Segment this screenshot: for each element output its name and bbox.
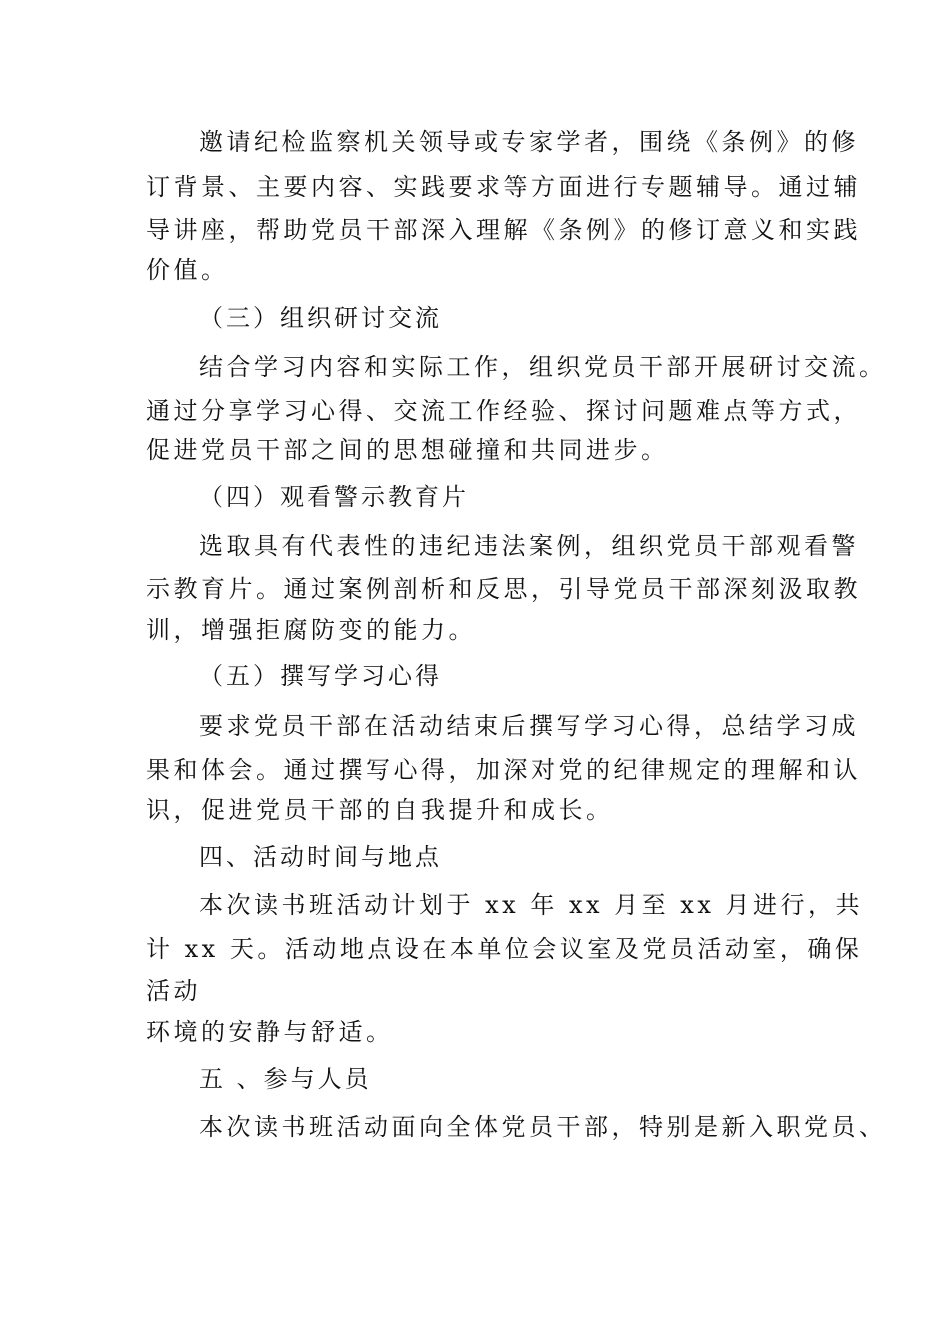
- paragraph-1-line-2: 订背景、主要内容、实践要求等方面进行专题辅导。通过辅: [146, 173, 861, 201]
- paragraph-2-line-3: 促进党员干部之间的思想碰撞和共同进步。: [146, 436, 669, 464]
- paragraph-6-line-1: 本次读书班活动面向全体党员干部，特别是新入职党员、: [199, 1113, 887, 1141]
- paragraph-2-line-2: 通过分享学习心得、交流工作经验、探讨问题难点等方式，: [146, 397, 861, 425]
- heading-watch-warning-film: （四）观看警示教育片: [199, 483, 469, 511]
- paragraph-2-line-1: 结合学习内容和实际工作，组织党员干部开展研讨交流。: [199, 353, 887, 381]
- paragraph-1-line-4: 价值。: [146, 256, 229, 284]
- section-5-title: 五 、参与人员: [199, 1065, 372, 1093]
- heading-write-study-notes: （五）撰写学习心得: [199, 662, 442, 690]
- paragraph-4-line-2: 果和体会。通过撰写心得，加深对党的纪律规定的理解和认: [146, 756, 861, 784]
- paragraph-5-line-1: 本次读书班活动计划于 xx 年 xx 月至 xx 月进行，共: [199, 891, 863, 919]
- paragraph-3-line-3: 训，增强拒腐防变的能力。: [146, 616, 476, 644]
- paragraph-4-line-3: 识，促进党员干部的自我提升和成长。: [146, 796, 614, 824]
- paragraph-5-line-3: 活动: [146, 977, 201, 1005]
- paragraph-3-line-1: 选取具有代表性的违纪违法案例，组织党员干部观看警: [199, 532, 859, 560]
- paragraph-4-line-1: 要求党员干部在活动结束后撰写学习心得，总结学习成: [199, 712, 859, 740]
- paragraph-1-line-1: 邀请纪检监察机关领导或专家学者，围绕《条例》的修: [199, 128, 859, 156]
- paragraph-1-line-3: 导讲座，帮助党员干部深入理解《条例》的修订意义和实践: [146, 216, 861, 244]
- section-4-title: 四、活动时间与地点: [199, 843, 442, 871]
- paragraph-3-line-2: 示教育片。通过案例剖析和反思，引导党员干部深刻汲取教: [146, 575, 861, 603]
- paragraph-5-line-2: 计 xx 天。活动地点设在本单位会议室及党员活动室，确保: [146, 935, 863, 963]
- paragraph-5-line-4: 环境的安静与舒适。: [146, 1018, 394, 1046]
- heading-organize-discussion: （三）组织研讨交流: [199, 304, 442, 332]
